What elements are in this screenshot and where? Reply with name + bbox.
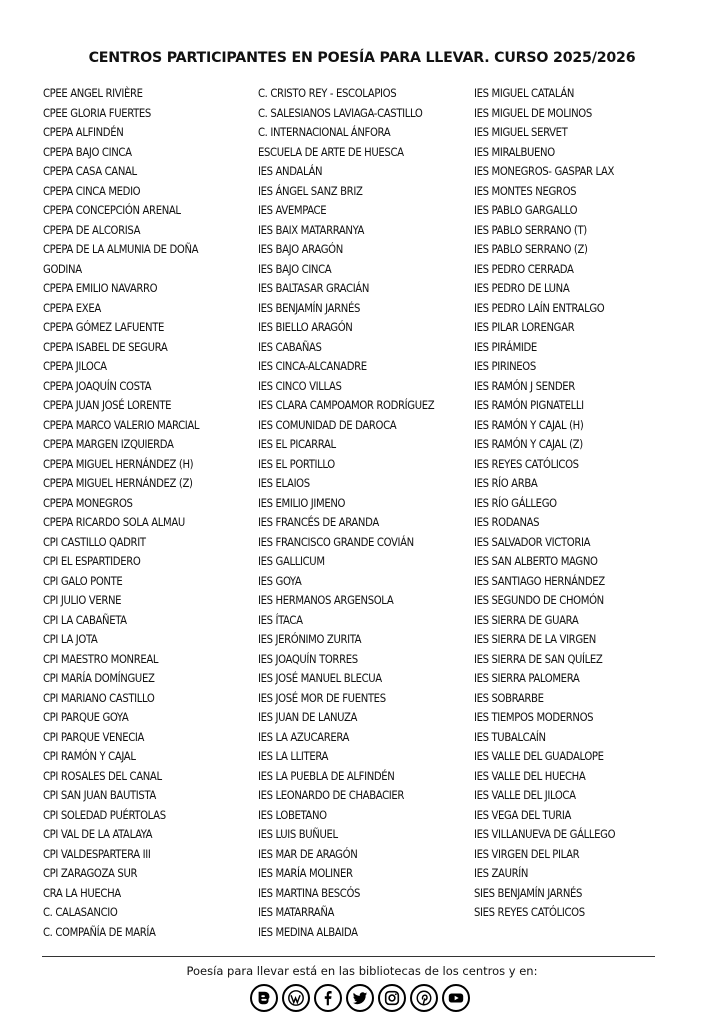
center-item: IES SOBRARBE [474, 691, 544, 705]
center-item: CPEPA CINCA MEDIO [43, 184, 141, 198]
center-item: CPI VAL DE LA ATALAYA [43, 828, 153, 841]
center-item: IES BENJAMÍN JARNÉS [258, 301, 361, 315]
wordpress-icon[interactable] [282, 984, 310, 1012]
center-item: IES BAJO ARAGÓN [258, 243, 343, 256]
center-item: IES CINCO VILLAS [258, 379, 342, 393]
center-item: IES VALLE DEL GUADALOPE [474, 750, 604, 763]
center-item: IES SIERRA DE GUARA [474, 613, 579, 627]
center-item: IES VALLE DEL JILOCA [474, 789, 576, 802]
center-item: IES PEDRO CERRADA [474, 262, 574, 276]
center-item: IES VALLE DEL HUECHA [474, 769, 586, 783]
instagram-icon[interactable] [378, 984, 406, 1012]
center-item: CPI JULIO VERNE [43, 594, 122, 607]
center-item: IES LUIS BUÑUEL [258, 828, 338, 841]
center-item: IES AVEMPACE [258, 204, 327, 217]
center-item: IES MONEGROS- GASPAR LAX [474, 165, 615, 178]
center-item: IES JOSÉ MOR DE FUENTES [258, 691, 386, 705]
center-item: IES PABLO GARGALLO [474, 204, 578, 217]
center-item: IES PABLO SERRANO (Z) [474, 243, 588, 256]
center-item: IES CABAÑAS [258, 340, 322, 354]
center-item: IES SALVADOR VICTORIA [474, 535, 591, 549]
center-item: IES JOSÉ MANUEL BLECUA [258, 672, 382, 685]
center-item: IES VIRGEN DEL PILAR [474, 847, 580, 861]
center-item: IES BAJO CINCA [258, 262, 332, 276]
center-item: IES EL PICARRAL [258, 438, 336, 451]
center-item: IES BIELLO ARAGÓN [258, 321, 353, 334]
center-item: IES LEONARDO DE CHABACIER [258, 789, 405, 802]
center-item: IES RÍO ARBA [474, 477, 538, 490]
center-item: IES RAMÓN PIGNATELLI [474, 399, 584, 412]
center-item: IES MARTINA BESCÓS [258, 886, 361, 900]
center-item: IES HERMANOS ARGENSOLA [258, 594, 394, 607]
centers-column-2 [258, 84, 470, 942]
center-item: CPEPA EXEA [43, 301, 101, 315]
center-item: IES SANTIAGO HERNÁNDEZ [474, 574, 605, 588]
center-item: IES PEDRO LAÍN ENTRALGO [474, 301, 605, 315]
center-item: IES MIGUEL SERVET [474, 126, 568, 139]
center-item: IES JOAQUÍN TORRES [258, 652, 358, 666]
center-item: CPI MARÍA DOMÍNGUEZ [43, 672, 155, 685]
center-item: CPI RAMÓN Y CAJAL [43, 750, 136, 763]
center-item: IES COMUNIDAD DE DAROCA [258, 418, 397, 432]
center-item: IES ELAIOS [258, 477, 310, 490]
center-item: C. INTERNACIONAL ÁNFORA [258, 126, 391, 139]
center-item: IES MEDINA ALBAIDA [258, 925, 358, 939]
center-item: CPI PARQUE GOYA [43, 711, 129, 724]
center-item: IES TIEMPOS MODERNOS [474, 711, 594, 724]
center-item: IES MATARRAÑA [258, 906, 335, 919]
center-item: CPEPA MARCO VALERIO MARCIAL [43, 418, 200, 432]
center-item: IES PABLO SERRANO (T) [474, 223, 587, 237]
center-item: CPEE ANGEL RIVIÈRE [43, 87, 143, 100]
center-item: IES BAIX MATARRANYA [258, 223, 365, 237]
center-item: IES RAMÓN Y CAJAL (H) [474, 418, 584, 432]
center-item: IES PILAR LORENGAR [474, 321, 575, 334]
center-item: IES RAMÓN Y CAJAL (Z) [474, 438, 583, 451]
center-item: CPEPA ISABEL DE SEGURA [43, 340, 168, 354]
center-item: IES JUAN DE LANUZA [258, 711, 358, 724]
center-item: CPEPA CASA CANAL [43, 165, 137, 178]
center-item: IES MAR DE ARAGÓN [258, 847, 358, 861]
center-item: IES ANDALÁN [258, 165, 323, 178]
center-item: CPEPA CONCEPCIÓN ARENAL [43, 204, 181, 217]
center-item: SIES REYES CATÓLICOS [474, 906, 585, 919]
footer-text: Poesía para llevar está en las bibliotecas de los centros y en: [186, 964, 538, 978]
center-item: CPEPA BAJO CINCA [43, 145, 132, 159]
center-item: IES LA LLITERA [258, 750, 329, 763]
center-item: CPEPA MONEGROS [43, 496, 133, 510]
center-item: CPI LA CABAÑETA [43, 613, 127, 627]
center-item: IES MONTES NEGROS [474, 184, 577, 198]
blogger-icon[interactable] [250, 984, 278, 1012]
center-item: IES ZAURÍN [474, 867, 529, 880]
center-item: IES PIRÁMIDE [474, 340, 537, 354]
center-item: IES LA AZUCARERA [258, 730, 350, 744]
center-item: IES VILLANUEVA DE GÁLLEGO [474, 828, 616, 841]
center-item: CPEPA DE LA ALMUNIA DE DOÑA [43, 243, 199, 256]
center-item: IES MIGUEL DE MOLINOS [474, 106, 592, 120]
centers-column-3 [474, 84, 704, 923]
center-item: CPEPA GÓMEZ LAFUENTE [43, 321, 165, 334]
center-item: IES GALLICUM [258, 555, 325, 568]
center-item: IES EL PORTILLO [258, 457, 335, 471]
center-item: IES JERÓNIMO ZURITA [258, 633, 362, 646]
center-item: C. CRISTO REY - ESCOLAPIOS [258, 87, 397, 100]
center-item: CPI SOLEDAD PUÉRTOLAS [43, 808, 166, 822]
center-item: IES SIERRA DE LA VIRGEN [474, 633, 596, 646]
center-item: IES RÍO GÁLLEGO [474, 496, 557, 510]
center-item: IES EMILIO JIMENO [258, 496, 346, 510]
center-item: IES LA PUEBLA DE ALFINDÉN [258, 769, 395, 783]
center-item: CPEPA ALFINDÉN [43, 126, 124, 139]
footer-divider [42, 956, 655, 957]
center-item: IES RAMÓN J SENDER [474, 379, 575, 393]
centers-column-1 [43, 84, 253, 942]
center-item: CPI ROSALES DEL CANAL [43, 769, 162, 783]
center-item: IES FRANCÉS DE ARANDA [258, 516, 379, 529]
center-item: IES REYES CATÓLICOS [474, 457, 579, 471]
center-item: IES FRANCISCO GRANDE COVIÁN [258, 535, 414, 549]
center-item: CPI LA JOTA [43, 633, 98, 646]
center-item: IES BALTASAR GRACIÁN [258, 282, 370, 295]
page-title: CENTROS PARTICIPANTES EN POESÍA PARA LLEVAR. CURSO 2025/2026 [88, 50, 636, 66]
center-item: CPEPA RICARDO SOLA ALMAU [43, 516, 185, 529]
center-item: CPEPA JILOCA [43, 360, 107, 373]
center-item: IES MARÍA MOLINER [258, 867, 353, 880]
center-item: IES VEGA DEL TURIA [474, 808, 571, 822]
center-item: CPI VALDESPARTERA III [43, 847, 151, 861]
center-item: CPI GALO PONTE [43, 574, 123, 588]
center-item: C. COMPAÑÍA DE MARÍA [43, 925, 156, 939]
center-item: IES MIRALBUENO [474, 145, 555, 159]
center-item: SIES BENJAMÍN JARNÉS [474, 886, 583, 900]
center-item: CPEPA DE ALCORISA [43, 223, 141, 237]
center-item: IES SIERRA DE SAN QUÍLEZ [474, 652, 603, 666]
center-item: CPI CASTILLO QADRIT [43, 535, 146, 549]
social-icons [250, 984, 480, 1016]
center-item: CPEPA JUAN JOSÉ LORENTE [43, 399, 172, 412]
twitter-icon[interactable] [346, 984, 374, 1012]
center-item: IES LOBETANO [258, 808, 327, 822]
center-item: IES MIGUEL CATALÁN [474, 87, 575, 100]
center-item: CPI PARQUE VENECIA [43, 730, 145, 744]
center-item: ESCUELA DE ARTE DE HUESCA [258, 145, 404, 159]
center-item: C. SALESIANOS LAVIAGA-CASTILLO [258, 106, 423, 120]
center-item: GODINA [43, 262, 82, 276]
pinterest-icon[interactable] [410, 984, 438, 1012]
center-item: IES PIRINEOS [474, 360, 536, 373]
center-item: CPEPA JOAQUÍN COSTA [43, 379, 152, 393]
center-item: CPEE GLORIA FUERTES [43, 106, 151, 120]
center-item: IES ÁNGEL SANZ BRIZ [258, 184, 363, 198]
center-item: CPI EL ESPARTIDERO [43, 555, 141, 568]
center-item: IES TUBALCAÍN [474, 730, 546, 744]
center-item: CPEPA MARGEN IZQUIERDA [43, 438, 174, 451]
center-item: CPI MARIANO CASTILLO [43, 691, 155, 705]
center-item: C. CALASANCIO [43, 906, 118, 919]
youtube-icon[interactable] [442, 984, 470, 1012]
center-item: IES CLARA CAMPOAMOR RODRÍGUEZ [258, 399, 435, 412]
center-item: IES ÍTACA [258, 613, 303, 627]
center-item: CPI ZARAGOZA SUR [43, 867, 138, 880]
center-item: IES PEDRO DE LUNA [474, 282, 570, 295]
facebook-icon[interactable] [314, 984, 342, 1012]
center-item: CPEPA MIGUEL HERNÁNDEZ (Z) [43, 477, 193, 490]
center-item: IES SEGUNDO DE CHOMÓN [474, 594, 604, 607]
center-item: CPI MAESTRO MONREAL [43, 652, 159, 666]
center-item: IES GOYA [258, 574, 302, 588]
center-item: IES RODANAS [474, 516, 540, 529]
center-item: IES SAN ALBERTO MAGNO [474, 555, 598, 568]
center-item: IES CINCA-ALCANADRE [258, 360, 367, 373]
center-item: CPEPA EMILIO NAVARRO [43, 282, 158, 295]
center-item: CRA LA HUECHA [43, 886, 121, 900]
center-item: CPEPA MIGUEL HERNÁNDEZ (H) [43, 457, 194, 471]
center-item: IES SIERRA PALOMERA [474, 672, 580, 685]
center-item: CPI SAN JUAN BAUTISTA [43, 789, 156, 802]
